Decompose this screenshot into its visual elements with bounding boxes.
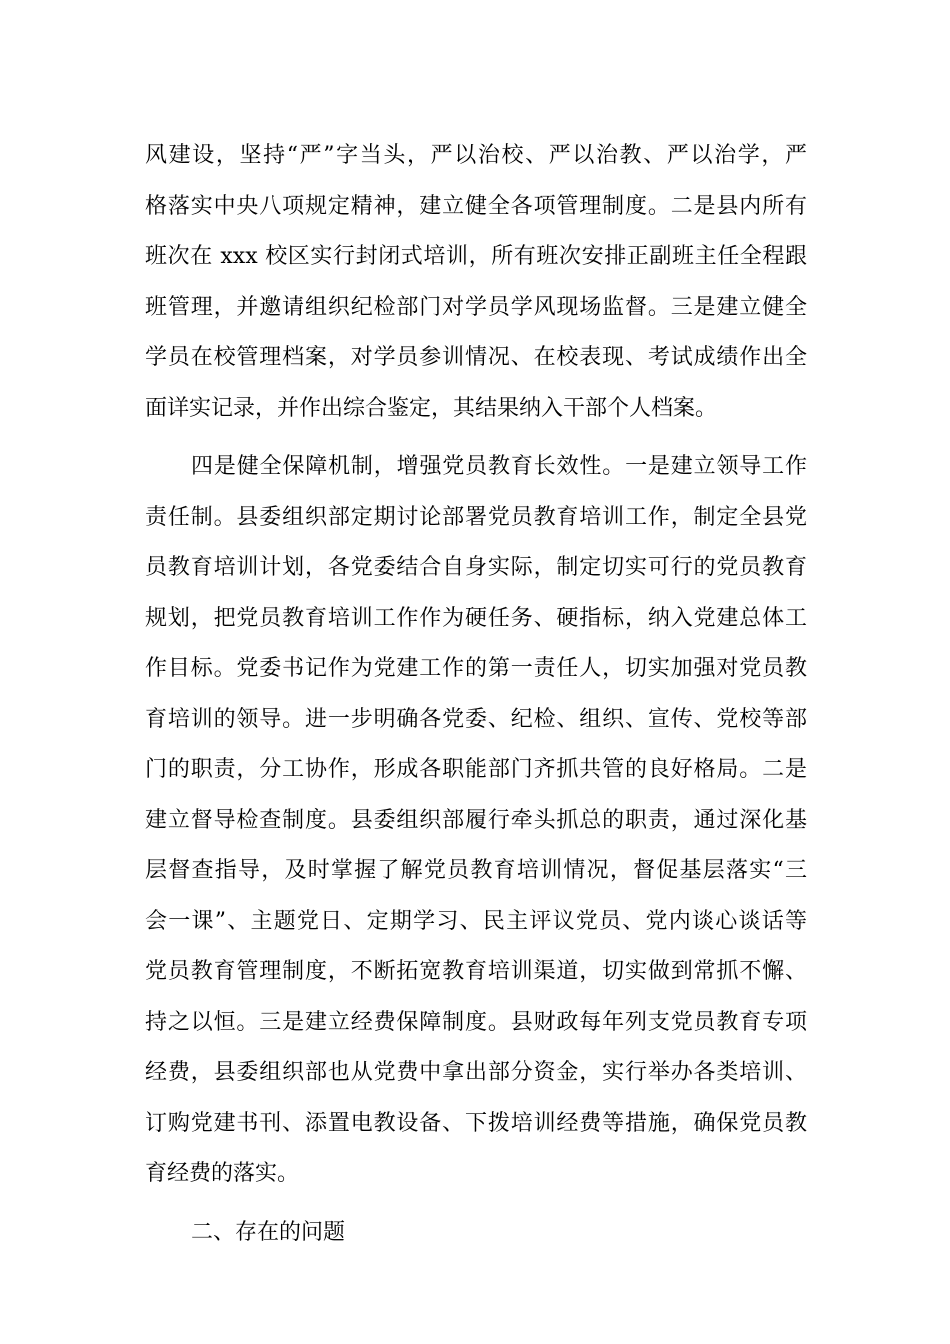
- paragraph-line: 经费，县委组织部也从党费中拿出部分资金，实行举办各类培训、: [145, 1060, 807, 1085]
- paragraph-line: 风建设，坚持“严”字当头，严以治校、严以治教、严以治学，严: [145, 143, 807, 168]
- paragraph-line: 会一课”、主题党日、定期学习、民主评议党员、党内谈心谈话等: [145, 908, 807, 934]
- paragraph-1: [145, 131, 807, 434]
- paragraph-line: 持之以恒。三是建立经费保障制度。县财政每年列支党员教育专项: [145, 1009, 807, 1035]
- paragraph-line: 订购党建书刊、添置电教设备、下拨培训经费等措施，确保党员教: [145, 1110, 807, 1136]
- paragraph-line: 层督查指导，及时掌握了解党员教育培训情况，督促基层落实“三: [145, 858, 807, 883]
- paragraph-line: 门的职责，分工协作，形成各职能部门齐抓共管的良好格局。二是: [145, 757, 807, 782]
- paragraph-line: 党员教育管理制度，不断拓宽教育培训渠道，切实做到常抓不懈、: [145, 959, 807, 984]
- paragraph-line: 面详实记录，并作出综合鉴定，其结果纳入干部个人档案。: [145, 395, 718, 421]
- paragraph-line: 员教育培训计划，各党委结合自身实际，制定切实可行的党员教育: [145, 555, 807, 580]
- paragraph-line: 班次在 xxx 校区实行封闭式培训，所有班次安排正副班主任全程跟: [145, 244, 807, 269]
- paragraph-line: 作目标。党委书记作为党建工作的第一责任人，切实加强对党员教: [145, 656, 807, 681]
- paragraph-line: 规划，把党员教育培训工作作为硬任务、硬指标，纳入党建总体工: [145, 605, 807, 631]
- document-page: [145, 131, 807, 1258]
- paragraph-line: 建立督导检查制度。县委组织部履行牵头抓总的职责，通过深化基: [145, 807, 807, 833]
- paragraph-spacer: [145, 1200, 807, 1208]
- paragraph-line: 班管理，并邀请组织纪检部门对学员学风现场监督。三是建立健全: [145, 294, 807, 320]
- section-heading: 二、存在的问题: [191, 1219, 346, 1245]
- paragraph-line: 育经费的落实。: [145, 1161, 300, 1186]
- paragraph-spacer: [145, 434, 807, 442]
- paragraph-line: 责任制。县委组织部定期讨论部署党员教育培训工作，制定全县党: [145, 504, 807, 530]
- paragraph-line: 学员在校管理档案，对学员参训情况、在校表现、考试成绩作出全: [145, 345, 807, 370]
- paragraph-line: 四是健全保障机制，增强党员教育长效性。一是建立领导工作: [191, 454, 807, 479]
- paragraph-line: 格落实中央八项规定精神，建立健全各项管理制度。二是县内所有: [145, 193, 807, 219]
- paragraph-line: 育培训的领导。进一步明确各党委、纪检、组织、宣传、党校等部: [145, 706, 807, 732]
- paragraph-2: [145, 442, 807, 1200]
